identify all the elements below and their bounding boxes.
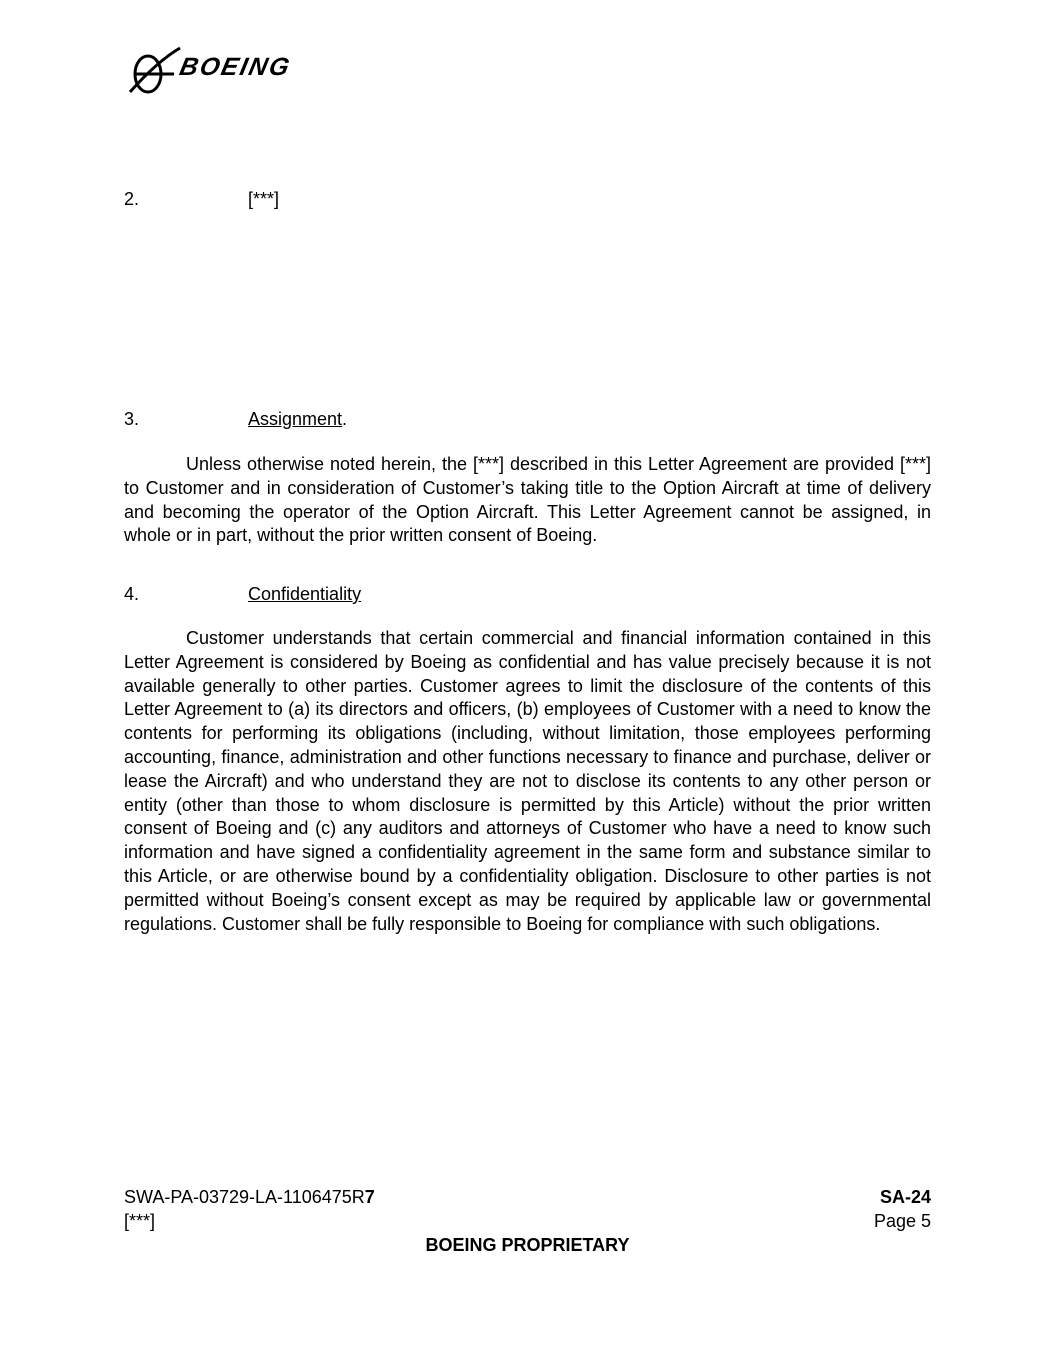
assignment-paragraph: Unless otherwise noted herein, the [***] described in this Letter Agreement are provided [***] to Customer and in consideration of Customer’s taking title to the Option Aircraft at time of delivery and becoming the operator of the Option Aircraft. This Letter Agreement cannot be assigned, in whole or in part, without the prior written consent of Boeing. — [124, 454, 931, 546]
section-number: 4. — [124, 584, 140, 604]
section-title: Confidentiality — [248, 584, 362, 604]
section-number: 3. — [124, 409, 140, 429]
proprietary-notice: BOEING PROPRIETARY — [425, 1235, 630, 1255]
redacted-footer-text: [***] — [124, 1211, 156, 1231]
section-title: [***] — [248, 189, 280, 209]
supplemental-agreement-number: SA-24 — [879, 1187, 931, 1207]
document-id: SWA-PA-03729-LA-1106475R7 — [124, 1187, 375, 1207]
section-title: Assignment. — [248, 409, 348, 429]
section-number: 2. — [124, 189, 140, 209]
boeing-logo — [128, 44, 333, 98]
confidentiality-paragraph: Customer understands that certain commercial and financial information contained in this Letter Agreement is considered by Boeing as confidential and has value precisely because it is not available generally to other parties. Customer agrees to limit the disclosure of the contents of this Letter Agreement to (a) its directors and officers, (b) employees of Customer with a need to know the contents for performing its obligations (including, without limitation, those employees performing accounting, finance, administration and other functions necessary to finance and purchase, deliver or lease the Aircraft) and who understand they are not to disclose its contents to any other person or entity (other than those to whom disclosure is permitted by this Article) without the prior written consent of Boeing and (c) any auditors and attorneys of Customer who have a need to know such information and have signed a confidentiality agreement in the same form and substance similar to this Article, or are otherwise bound by a confidentiality obligation. Disclosure to other parties is not permitted without Boeing’s consent except as may be required by applicable law or governmental regulations. Customer shall be fully responsible to Boeing for compliance with such obligations. — [124, 628, 931, 934]
page-number: Page 5 — [873, 1211, 931, 1231]
logo-wordmark: BOEING — [177, 53, 294, 81]
